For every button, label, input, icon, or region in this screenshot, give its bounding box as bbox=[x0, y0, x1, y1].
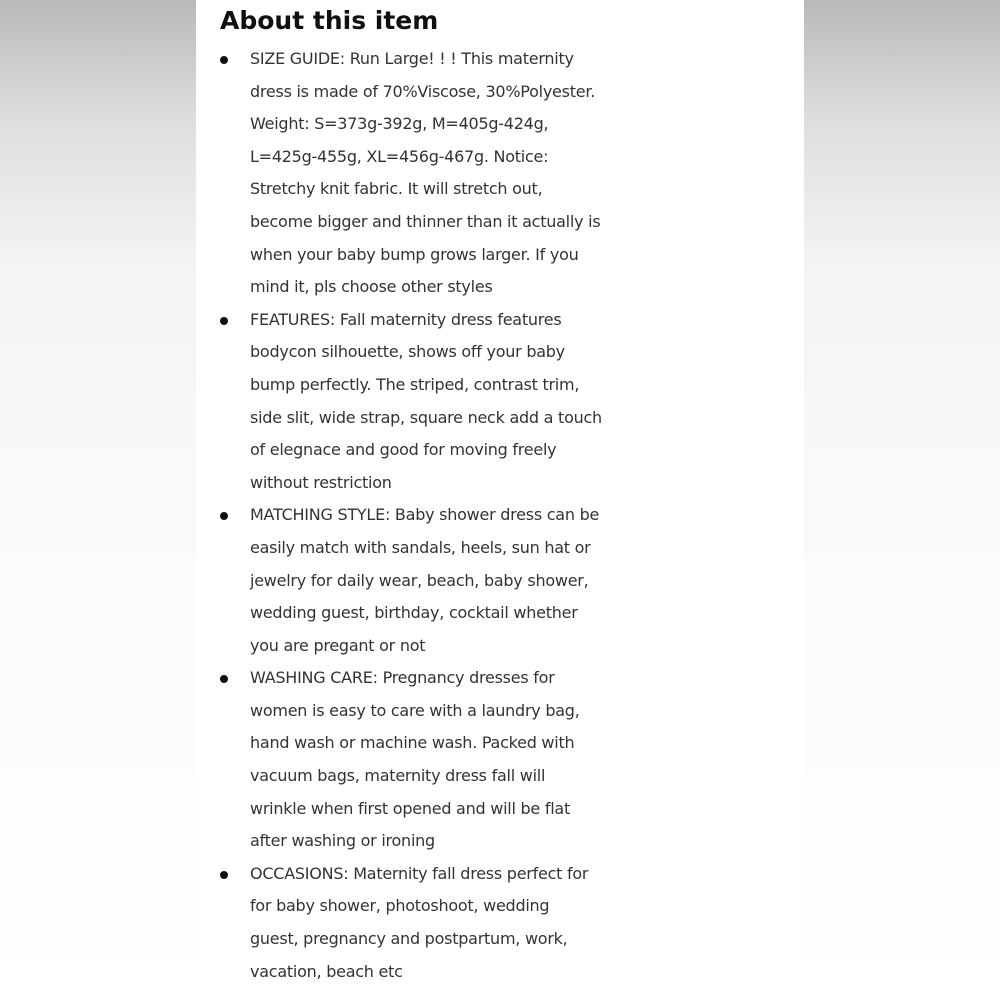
bullet-text-line: guest, pregnancy and postpartum, work, bbox=[250, 929, 568, 949]
bullet-text-line: MATCHING STYLE: Baby shower dress can be bbox=[250, 505, 600, 525]
bullet-text-line: become bigger and thinner than it actually is bbox=[250, 211, 601, 231]
bullet-text-line: after washing or ironing bbox=[250, 831, 435, 851]
bullet-text-line: OCCASIONS: Maternity fall dress perfect for bbox=[250, 863, 589, 883]
bullet-text-line: dress is made of 70%Viscose, 30%Polyester. bbox=[250, 81, 596, 101]
left-backdrop bbox=[0, 0, 196, 1000]
bullet-text-line: FEATURES: Fall maternity dress features bbox=[250, 309, 562, 329]
bullet-text-line: wedding guest, birthday, cocktail whether bbox=[250, 603, 578, 623]
bullet-text-line: side slit, wide strap, square neck add a touch bbox=[250, 407, 602, 427]
bullet-text-line: bodycon silhouette, shows off your baby bbox=[250, 342, 565, 362]
bullet-text-line: women is easy to care with a laundry bag, bbox=[250, 700, 580, 720]
section-heading: About this item bbox=[220, 6, 439, 35]
bullet-text-line: WASHING CARE: Pregnancy dresses for bbox=[250, 668, 555, 688]
bullet-text-line: vacuum bags, maternity dress fall will bbox=[250, 766, 546, 786]
bullet-text-line: bump perfectly. The striped, contrast trim, bbox=[250, 374, 580, 394]
bullet-text-line: jewelry for daily wear, beach, baby shower, bbox=[250, 570, 589, 590]
bullet-text-line: easily match with sandals, heels, sun hat or bbox=[250, 537, 591, 557]
bullet-features bbox=[220, 304, 804, 500]
bullet-text-line: Weight: S=373g-392g, M=405g-424g, bbox=[250, 114, 549, 134]
bullet-matching-style bbox=[220, 499, 804, 662]
bullet-text-line: L=425g-455g, XL=456g-467g. Notice: bbox=[250, 146, 549, 166]
bullet-dot-icon bbox=[220, 675, 228, 683]
bullet-text-line: hand wash or machine wash. Packed with bbox=[250, 733, 575, 753]
bullet-text-line: without restriction bbox=[250, 472, 392, 492]
bullet-text-line: of elegnace and good for moving freely bbox=[250, 440, 557, 460]
bullet-occasions bbox=[220, 858, 804, 988]
bullet-text-line: mind it, pls choose other styles bbox=[250, 277, 493, 297]
bullet-text-line: for baby shower, photoshoot, wedding bbox=[250, 896, 550, 916]
bullet-text-line: vacation, beach etc bbox=[250, 961, 403, 981]
bullet-dot-icon bbox=[220, 512, 228, 520]
bullet-text-line: when your baby bump grows larger. If you bbox=[250, 244, 579, 264]
bullet-dot-icon bbox=[220, 56, 228, 64]
bullet-text-line: SIZE GUIDE: Run Large! ! ! This maternity bbox=[250, 49, 574, 68]
bullet-text-line: Stretchy knit fabric. It will stretch out, bbox=[250, 179, 543, 199]
bullet-washing-care bbox=[220, 662, 804, 858]
bullet-text-line: you are pregant or not bbox=[250, 635, 426, 655]
bullet-dot-icon bbox=[220, 317, 228, 325]
bullet-size-guide bbox=[220, 43, 804, 304]
feature-bullet-list bbox=[220, 43, 804, 988]
about-this-item-panel bbox=[196, 0, 804, 1000]
right-backdrop bbox=[804, 0, 1000, 1000]
bullet-dot-icon bbox=[220, 871, 228, 879]
bullet-text-line: wrinkle when first opened and will be flat bbox=[250, 798, 570, 818]
